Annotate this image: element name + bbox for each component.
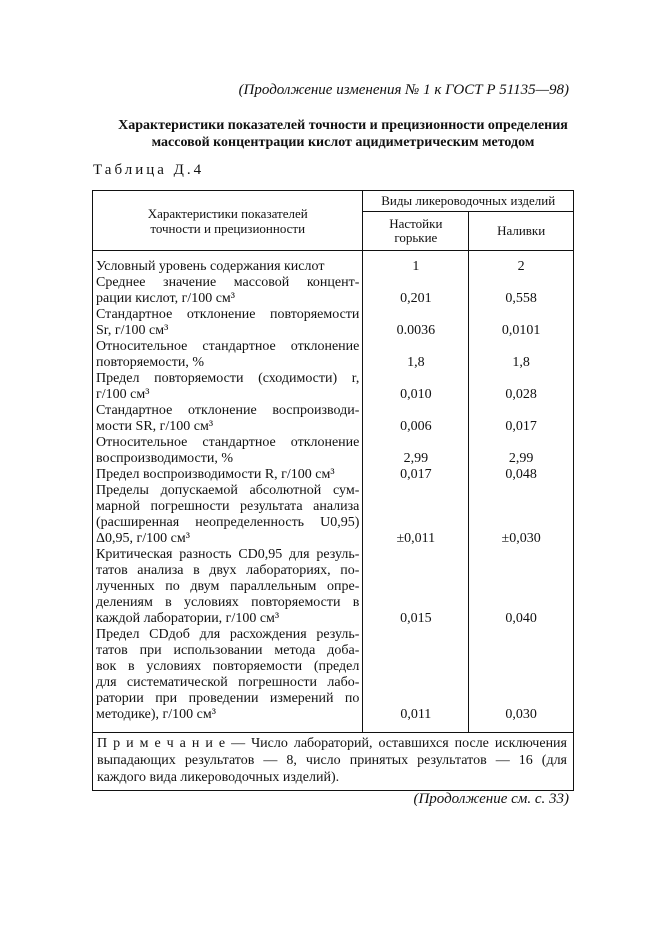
param-line: Пределы допускаемой абсолютной сум- <box>96 483 360 498</box>
param-line: Стандартное отклонение повторяемости <box>96 307 360 322</box>
param-line: (расширенная неопределенность U0,95) <box>96 515 360 530</box>
param-line: Условный уровень содержания кислот <box>96 259 325 274</box>
value-cell: 0,028 <box>505 387 537 402</box>
param-line: мости SR, г/100 см³ <box>96 419 214 434</box>
value-cell: 2,99 <box>508 451 534 466</box>
params-cell <box>93 251 363 733</box>
param-line: татов при использовании метода доба- <box>96 643 360 658</box>
table-note: П р и м е ч а н и е — Число лабораторий, оставшихся после исключения выпадающих результатов — 8, число принятых результатов — 16 (для каждого вида ликероводочных изделий). <box>93 733 574 791</box>
param-line: марной погрешности результата анализа <box>96 499 360 514</box>
param-line: каждой лаборатории, г/100 см³ <box>96 611 280 626</box>
value-cell: 0,017 <box>505 419 537 434</box>
value-cell: 0,030 <box>505 707 537 722</box>
col-header-group: Виды ликероводочных изделий <box>363 191 574 212</box>
param-line: для систематической погрешности лабо- <box>96 675 360 690</box>
param-row <box>96 627 359 723</box>
value-cell: 1,8 <box>407 355 425 370</box>
value-cell: 0,558 <box>505 291 537 306</box>
param-line: делениям в условиях повторяемости в <box>96 595 360 610</box>
param-line: Предел воспроизводимости R, г/100 см³ <box>96 467 335 482</box>
param-row <box>96 339 359 371</box>
value-cell: 0.0036 <box>396 323 436 338</box>
param-line: Относительное стандартное отклонение <box>96 435 360 450</box>
param-row <box>96 467 359 483</box>
value-cell: 0,011 <box>400 707 432 722</box>
param-line: Sr, г/100 см³ <box>96 323 169 338</box>
values-col-2 <box>469 251 574 733</box>
value-cell: 0,015 <box>400 611 432 626</box>
values-col-1 <box>363 251 469 733</box>
value-cell: ±0,011 <box>396 531 436 546</box>
value-cell: 0,048 <box>505 467 537 482</box>
param-row <box>96 403 359 435</box>
value-cell: 0,0101 <box>501 323 541 338</box>
page-title: Характеристики показателей точности и прецизионности определения массовой концентрации кислот ацидиметрическим методом <box>118 118 568 150</box>
table-label: Таблица Д.4 <box>93 162 205 178</box>
continuation-footer: (Продолжение см. с. 33) <box>413 791 569 807</box>
value-cell: 0,017 <box>400 467 432 482</box>
param-row <box>96 547 359 627</box>
param-line: Предел CDдоб для расхождения резуль- <box>96 627 360 642</box>
param-row <box>96 259 359 275</box>
param-line: Стандартное отклонение воспроизводи- <box>96 403 360 418</box>
value-cell: 0,201 <box>400 291 432 306</box>
param-row <box>96 483 359 547</box>
value-cell: ±0,030 <box>501 531 541 546</box>
value-cell: 0,010 <box>400 387 432 402</box>
param-line: ратории при проведении измерений по <box>96 691 360 706</box>
param-line: Относительное стандартное отклонение <box>96 339 360 354</box>
value-cell: 0,040 <box>505 611 537 626</box>
continuation-header: (Продолжение изменения № 1 к ГОСТ Р 51135—98) <box>238 82 569 98</box>
col-header-main: Характеристики показателей точности и прецизионности <box>93 191 363 251</box>
data-table <box>92 190 574 791</box>
param-row <box>96 435 359 467</box>
param-line: Δ0,95, г/100 см³ <box>96 531 190 546</box>
value-cell: 0,006 <box>400 419 432 434</box>
param-line: татов анализа в двух лабораториях, по- <box>96 563 360 578</box>
param-line: Критическая разность CD0,95 для резуль- <box>96 547 360 562</box>
param-row <box>96 307 359 339</box>
param-line: повторяемости, % <box>96 355 205 370</box>
param-line: вок в условиях повторяемости (предел <box>96 659 360 674</box>
col-header-1: Настойки горькие <box>363 212 469 251</box>
param-line: рации кислот, г/100 см³ <box>96 291 235 306</box>
param-line: методике), г/100 см³ <box>96 707 216 722</box>
param-line: Предел повторяемости (сходимости) r, <box>96 371 360 386</box>
value-cell: 2,99 <box>403 451 429 466</box>
param-row <box>96 371 359 403</box>
value-cell: 2 <box>517 259 525 274</box>
param-line: воспроизводимости, % <box>96 451 234 466</box>
param-row <box>96 275 359 307</box>
param-line: Среднее значение массовой концент- <box>96 275 360 290</box>
col-header-2: Наливки <box>469 212 574 251</box>
param-line: лученных по двум параллельным опре- <box>96 579 360 594</box>
value-cell: 1 <box>412 259 420 274</box>
value-cell: 1,8 <box>512 355 530 370</box>
param-line: г/100 см³ <box>96 387 150 402</box>
